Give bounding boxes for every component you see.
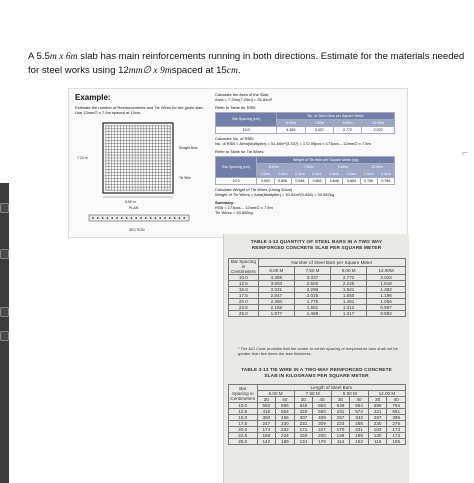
table-cell: 1.488 [294, 311, 330, 317]
table-cell: 152 [350, 439, 369, 445]
table-cell: 2.025 [294, 293, 330, 299]
table-cell: 596 [368, 403, 387, 409]
table-cell: 232 [276, 427, 295, 433]
example-sheet [68, 88, 408, 238]
table-cell: 466 [276, 415, 295, 421]
table-cell: 648 [331, 403, 350, 409]
table-header: 12.00m [362, 120, 395, 127]
table-cell: 148 [331, 433, 350, 439]
table-header: 9.00 M [331, 391, 368, 397]
rebar-section [121, 217, 123, 219]
table-cell: 409 [313, 415, 332, 421]
rebar-section [164, 217, 166, 219]
table-cell: 3.337 [294, 275, 330, 281]
table-header: 30 [331, 397, 350, 403]
table-cell: 297 [368, 415, 387, 421]
table-header: 40 [350, 397, 369, 403]
table-cell: 10.0 [216, 127, 277, 134]
table-cell: 1.461 [331, 299, 367, 305]
table-cell: 1.775 [294, 299, 330, 305]
table-header: 40 [276, 397, 295, 403]
rsb-table [215, 112, 395, 134]
problem-text: ∅ x 9 [142, 65, 165, 76]
table-cell: 784 [387, 403, 406, 409]
table-cell: 1.977 [258, 311, 294, 317]
table-header: 7.50 M [294, 267, 330, 275]
table-caption: TABLE 3-13 TIE WIRE IN A TWO-WAY REINFORCED CONCRETE SLAB IN KILOGRAMS PER SQUARE METER [241, 368, 392, 379]
table-cell: 15.0 [229, 287, 259, 293]
table-cell: 2.245 [331, 281, 367, 287]
callout-label: Straight Bars [179, 146, 198, 150]
table-cell: 2.022 [362, 127, 395, 134]
rebar-section [179, 217, 181, 219]
table-header: 0.3cm [257, 171, 274, 178]
rebar-section [102, 217, 104, 219]
reference-image [68, 88, 408, 483]
table-cell: 22.5 [229, 305, 259, 311]
table-header: Number of Steel Bars per Square Meter [258, 259, 405, 267]
table-cell: 0.864 [343, 178, 360, 185]
table-cell: 173 [387, 433, 406, 439]
tie-wire-kg-table [228, 384, 406, 445]
table-cell: 10.0 [229, 403, 258, 409]
table-cell: 0.784 [377, 178, 394, 185]
table-cell: 2.772 [331, 275, 367, 281]
rebar-section [135, 217, 137, 219]
table-cell: 25.0 [229, 311, 259, 317]
calc-line: Calculate the Area of the Slab: [215, 92, 270, 97]
problem-text: A 5.5 [28, 51, 50, 62]
example-text: Estimate the number of Reinforcements and Tie Wires for the given slab. Use 12mm∅ x 7.5m spaced at 10cm. [75, 105, 204, 115]
table-cell: 224 [276, 433, 295, 439]
section-label: SECTION [129, 228, 145, 232]
table-cell: 200 [313, 433, 332, 439]
table-cell: 116 [368, 439, 387, 445]
table-header: 0.4cm [377, 171, 394, 178]
table-cell: 0.648 [291, 178, 308, 185]
table-header: 12.00M [367, 267, 406, 275]
calculation-block [215, 92, 405, 215]
table-header: 12.00m [360, 164, 394, 171]
page-edge-mark: ⌐ [462, 148, 468, 159]
table-cell: 163 [368, 427, 387, 433]
table-cell: 257 [331, 415, 350, 421]
unit: m [49, 51, 57, 62]
problem-text: spaced at 15 [171, 65, 227, 76]
table-cell: 20.0 [229, 299, 259, 305]
table-cell: 174 [257, 427, 276, 433]
rebar-section [92, 217, 94, 219]
table-cell: 4.369 [277, 127, 305, 134]
table-header: 9.00m [333, 120, 361, 127]
table-cell: 2.296 [294, 287, 330, 293]
callout-label: Tie Wire [179, 176, 191, 180]
table-cell: 198 [350, 433, 369, 439]
table-cell: 223 [331, 421, 350, 427]
calc-line: Weight of Tie Wires = Area(Multiplier) = 51.84m²(0.648) = 33.592kg [215, 192, 334, 197]
table-cell: 17.5 [229, 421, 258, 427]
table-cell: 12.5 [229, 281, 259, 287]
toolbar-button[interactable] [0, 331, 9, 341]
table-cell: 309 [313, 421, 332, 427]
toolbar-button[interactable] [0, 307, 9, 317]
table-cell: 2.847 [258, 293, 294, 299]
summary-title: Summary: [215, 200, 235, 205]
problem-statement [28, 50, 468, 78]
plan-label: PLAN [129, 206, 139, 210]
table-cell: 896 [276, 403, 295, 409]
table-cell: 863 [313, 403, 332, 409]
rebar-section [140, 217, 142, 219]
table-header: Bar Spacing in Centimeters [229, 259, 259, 275]
problem-text: x 6 [56, 51, 71, 62]
table-cell: 230 [368, 421, 387, 427]
table-cell: 1.618 [367, 281, 406, 287]
table-cell: 2.360 [258, 299, 294, 305]
table-cell: 150 [294, 433, 313, 439]
calc-line: Refer to Table for Tie Wires: [215, 149, 265, 154]
table-cell: 1.312 [331, 305, 367, 311]
table-cell: 421 [368, 409, 387, 415]
table-cell: 231 [294, 421, 313, 427]
unit: mm [128, 65, 143, 76]
table-cell: 0.648 [326, 178, 343, 185]
table-header: No. of Steel Bars per Square Meter [277, 113, 395, 120]
toolbar-button[interactable] [0, 203, 9, 213]
unit: cm [226, 65, 238, 76]
table-header: 6.00m [277, 120, 305, 127]
table-cell: 178 [313, 439, 332, 445]
table-cell: 1.056 [367, 299, 406, 305]
table-cell: 343 [350, 415, 369, 421]
table-cell: 330 [276, 421, 295, 427]
example-title: Example: [75, 93, 111, 102]
table-header: 0.3cm [291, 171, 308, 178]
table-cell: 561 [387, 409, 406, 415]
table-cell: 1.196 [367, 293, 406, 299]
table-header: Bar Spacing in Centimeters [230, 386, 256, 401]
table-cell: 25.0 [229, 439, 258, 445]
calc-line: Calculate Weight of Tie Wires (Using 30cm) [215, 187, 293, 192]
rebar-section [107, 217, 109, 219]
reference-tables-photo [223, 234, 409, 483]
table-cell: 10.0 [229, 275, 259, 281]
table-cell: 1.921 [331, 287, 367, 293]
table-header: 0.4cm [274, 171, 291, 178]
table-header: 40 [387, 397, 406, 403]
rebar-section [169, 217, 171, 219]
table-cell: 247 [257, 421, 276, 427]
table-cell: 12.5 [229, 409, 258, 415]
table-cell: 574 [350, 409, 369, 415]
table-cell: 22.5 [229, 433, 258, 439]
rebar-section [174, 217, 176, 219]
table-cell: 395 [387, 415, 406, 421]
rebar-section [111, 217, 113, 219]
calc-line: No. of RSB = Area(Multiplier) = 51.84m²(3.337) = 172.99pcs ≈ 173pcs – 12mm∅ x 7.5m [215, 141, 371, 146]
table-header: 12.00 M [368, 391, 405, 397]
table-cell: 1.650 [331, 293, 367, 299]
table-cell: 171 [294, 427, 313, 433]
table-cell: 130 [368, 433, 387, 439]
table-header: Weight of Tie Wire per Square Meter (kg) [257, 157, 395, 164]
table-cell: 350 [257, 415, 276, 421]
table-header: Bar Spacing (cm) [216, 157, 257, 178]
table-cell: 431 [331, 409, 350, 415]
table-cell: 1.382 [367, 287, 406, 293]
table-cell: 864 [350, 403, 369, 409]
table-header: 6.00 M [257, 391, 294, 397]
dimension-label: 7.20 m [77, 156, 88, 160]
toolbar-button[interactable] [0, 249, 9, 259]
calc-line: Refer to Table for RSB: [215, 105, 257, 110]
table-row [229, 439, 406, 445]
table-header: 30 [257, 397, 276, 403]
table-header: 9.00 M [331, 267, 367, 275]
rebar-section [97, 217, 99, 219]
table-cell: 227 [313, 427, 332, 433]
table-cell: 0.882 [367, 311, 406, 317]
table-cell: 0.967 [367, 305, 406, 311]
table-cell: 0.806 [274, 178, 291, 185]
tie-wire-table [215, 156, 395, 185]
table-header: 7.50m [291, 164, 325, 171]
table-cell: 307 [294, 415, 313, 421]
table-header: 6.00m [257, 164, 291, 171]
table-cell: 592 [257, 403, 276, 409]
table-cell: 276 [387, 421, 406, 427]
table-cell: 560 [313, 409, 332, 415]
rebar-section [145, 217, 147, 219]
table-cell: 170 [331, 427, 350, 433]
table-cell: 142 [257, 439, 276, 445]
summary-line: RSB = 173pcs – 12mm∅ x 7.5m [215, 205, 273, 210]
rebar-section [183, 217, 185, 219]
unit: m [70, 51, 78, 62]
table-cell: 420 [294, 409, 313, 415]
summary-line: Tie Wires = 33.592kg [215, 210, 253, 215]
table-cell: 3.337 [305, 127, 333, 134]
table-cell: 2.022 [367, 275, 406, 281]
table-header: 7.50m [305, 120, 333, 127]
table-note: * The ACI Code provides that the center to center spacing of temperature bars shall not be greater than five times the slab thickness. [238, 346, 398, 356]
calc-line: Area = 7.20m(7.20m) = 51.84m² [215, 97, 273, 102]
table-header: 0.4cm [343, 171, 360, 178]
rebar-section [131, 217, 133, 219]
table-header: Length of Steel Bars [257, 385, 405, 391]
table-header: 30 [368, 397, 387, 403]
table-caption: TABLE 3-12 QUANTITY OF STEEL BARS IN A TWO WAY REINFORCED CONCRETE SLAB PER SQUARE METER [250, 240, 383, 251]
table-header: 0.3cm [360, 171, 377, 178]
steel-bars-table [228, 258, 406, 317]
table-header: 0.3cm [326, 171, 343, 178]
problem-text: . [237, 65, 241, 76]
left-toolbar [0, 183, 9, 483]
dimension-label: 5.00 m [125, 200, 136, 204]
table-cell: 554 [276, 409, 295, 415]
table-header: 30 [294, 397, 313, 403]
table-header: Bar Spacing (cm) [216, 113, 277, 127]
table-cell: 3.221 [258, 287, 294, 293]
rebar-section [126, 217, 128, 219]
table-cell: 189 [276, 439, 295, 445]
table-header: 7.50 M [294, 391, 331, 397]
table-cell: 231 [350, 427, 369, 433]
table-cell: 0.592 [257, 178, 274, 185]
rebar-grid [105, 125, 171, 191]
unit: m [164, 65, 172, 76]
table-cell: 17.5 [229, 293, 259, 299]
table-cell: 3.603 [258, 281, 294, 287]
table-cell: 155 [387, 439, 406, 445]
table-cell: 418 [257, 409, 276, 415]
problem-text: slab has main reinforcements running in both directions. Estimate for the materials needed for steel works using 12 [28, 51, 465, 76]
table-cell: 173 [387, 427, 406, 433]
table-cell: 0.863 [308, 178, 325, 185]
table-cell: 114 [331, 439, 350, 445]
table-header: 9.00m [326, 164, 360, 171]
table-header: 6.00 M [258, 267, 294, 275]
table-cell: 15.0 [229, 415, 258, 421]
table-cell: 2.772 [333, 127, 361, 134]
rebar-section [150, 217, 152, 219]
rebar-section [159, 217, 161, 219]
calc-line: Calculate No. of RSB: [215, 136, 254, 141]
table-header: 0.4cm [308, 171, 325, 178]
slab-drawing [75, 119, 211, 237]
table-cell: 648 [294, 403, 313, 409]
table-cell: 20.0 [229, 427, 258, 433]
rebar-section [155, 217, 157, 219]
table-cell: 2.168 [258, 305, 294, 311]
table-cell: 1.217 [331, 311, 367, 317]
table-cell: 168 [257, 433, 276, 439]
table-header: 40 [313, 397, 332, 403]
table-cell: 2.602 [294, 281, 330, 287]
table-cell: 258 [350, 421, 369, 427]
rebar-section [116, 217, 118, 219]
table-cell: 10.0 [216, 178, 257, 185]
table-cell: 4.369 [258, 275, 294, 281]
table-row [229, 311, 406, 317]
table-cell: 1.551 [294, 305, 330, 311]
table-cell: 134 [294, 439, 313, 445]
table-cell: 0.756 [360, 178, 377, 185]
